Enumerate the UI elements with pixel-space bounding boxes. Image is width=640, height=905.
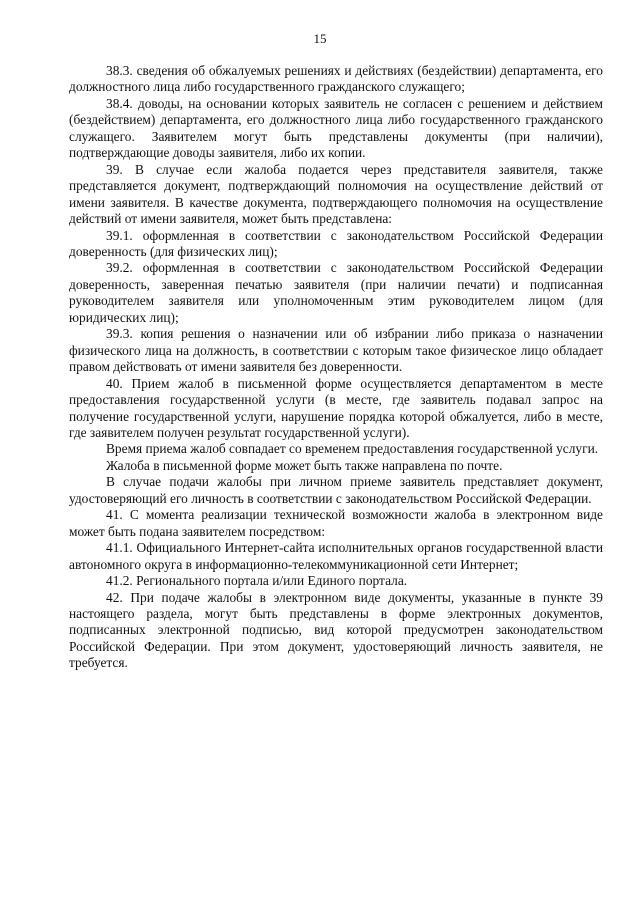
paragraph-39-1: 39.1. оформленная в соответствии с законодательством Российской Федерации доверенность (для физических лиц); xyxy=(69,227,603,259)
paragraph-41: 41. С момента реализации технической возможности жалоба в электронном виде может быть подана заявителем посредством: xyxy=(69,507,603,539)
paragraph-41-2: 41.2. Регионального портала и/или Единого портала. xyxy=(106,573,408,589)
paragraph-personal-reception: В случае подачи жалобы при личном приеме заявитель представляет документ, удостоверяющий его личность в соответствии с законодательством Российской Федерации. xyxy=(69,474,603,506)
paragraph-40: 40. Прием жалоб в письменной форме осуществляется департаментом в месте предоставления государственной услуги (в месте, где заявитель подавал запрос на получение государственной услуги, нарушение порядка которой обжалуется, либо в месте, где заявителем получен результат государственной услуги). xyxy=(69,375,603,440)
paragraph-41-1: 41.1. Официального Интернет-сайта исполнительных органов государственной власти автономного округа в информационно-телекоммуникационной сети Интернет; xyxy=(69,540,603,572)
paragraph-39-3: 39.3. копия решения о назначении или об избрании либо приказа о назначении физического лица на должность, в соответствии с которым такое физическое лицо обладает правом действовать от имени заявителя без доверенности. xyxy=(69,326,603,375)
paragraph-38-4: 38.4. доводы, на основании которых заявитель не согласен с решением и действием (бездействием) департамента, его должностного лица либо государственного гражданского служащего. Заявителем могут быть представлены документы (при наличии), подтверждающие доводы заявителя, либо их копии. xyxy=(69,95,603,161)
paragraph-39-2: 39.2. оформленная в соответствии с законодательством Российской Федерации доверенность, заверенная печатью заявителя (при наличии печати) и подписанная руководителем заявителя или уполномоченным этим руководителем лицом (для юридических лиц); xyxy=(69,260,603,325)
document-body xyxy=(69,63,603,672)
paragraph-reception-time: Время приема жалоб совпадает со временем предоставления государственной услуги. xyxy=(106,441,599,457)
paragraph-42: 42. При подаче жалобы в электронном виде документы, указанные в пункте 39 настоящего раздела, могут быть представлены в форме электронных документов, подписанных электронной подписью, вид которой предусмотрен законодательством Российской Федерации. При этом документ, удостоверяющий личность заявителя, не требуется. xyxy=(69,589,603,671)
paragraph-39: 39. В случае если жалоба подается через представителя заявителя, также представляется документ, подтверждающий полномочия на осуществление действий от имени заявителя. В качестве документа, подтверждающего полномочия на осуществление действий от имени заявителя, может быть представлена: xyxy=(69,161,603,227)
page-number: 15 xyxy=(313,31,327,46)
paragraph-mail-submission: Жалоба в письменной форме может быть также направлена по почте. xyxy=(106,457,503,473)
paragraph-38-3: 38.3. сведения об обжалуемых решениях и действиях (бездействии) департамента, его должностного лица либо государственного гражданского служащего; xyxy=(69,63,603,95)
